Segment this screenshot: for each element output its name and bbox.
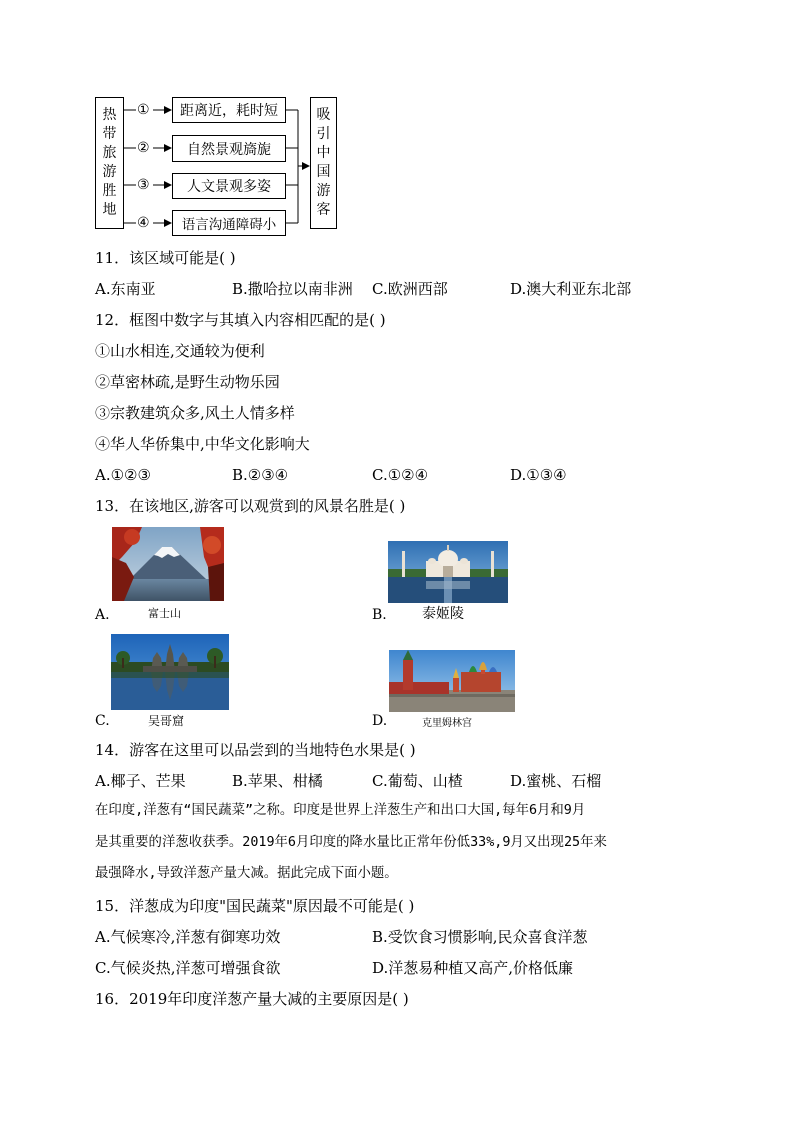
diagram-num-1: ①: [137, 102, 150, 118]
angkor-wat-image: [111, 634, 229, 710]
q13-option-d-caption: 克里姆林宫: [422, 718, 472, 729]
intro-line-1: 在印度,洋葱有“国民蔬菜”之称。印度是世界上洋葱生产和出口大国,每年6月和9月: [95, 803, 586, 818]
q11-option-c: C.欧洲西部: [372, 280, 448, 298]
right-box-char: 客: [316, 202, 331, 218]
q11-option-b: B.撒哈拉以南非洲: [232, 280, 353, 298]
diagram-item-text: 语言沟通障碍小: [181, 217, 277, 233]
q12-statement-2: ②草密林疏,是野生动物乐园: [95, 373, 280, 391]
right-box-char: 国: [316, 164, 331, 180]
left-box-char: 热: [102, 107, 117, 123]
diagram-item-text: 人文景观多姿: [187, 179, 271, 195]
diagram-item-4: [172, 210, 286, 236]
left-box-char: 胜: [102, 183, 117, 199]
q12-option-d: D.①③④: [510, 466, 567, 484]
left-box-char: 游: [102, 164, 117, 180]
q12-statement-3: ③宗教建筑众多,风土人情多样: [95, 404, 295, 422]
q14-option-d: D.蜜桃、石榴: [510, 772, 602, 790]
q15-stem: 15．洋葱成为印度"国民蔬菜"原因最不可能是( ): [95, 897, 415, 915]
left-box-char: 地: [102, 202, 117, 218]
diagram-num-4: ④: [137, 215, 150, 231]
q14-stem: 14．游客在这里可以品尝到的当地特色水果是( ): [95, 741, 416, 759]
q13-stem: 13．在该地区,游客可以观赏到的风景名胜是( ): [95, 497, 406, 515]
q14-option-c: C.葡萄、山楂: [372, 772, 463, 790]
q13-option-c-caption: 吴哥窟: [148, 714, 185, 728]
diagram-item-text: 自然景观旖旎: [187, 141, 271, 158]
q13-option-c-letter: C.: [95, 713, 110, 729]
q12-statement-4: ④华人华侨集中,中华文化影响大: [95, 435, 310, 453]
q13-option-d-letter: D.: [372, 713, 388, 729]
diagram-item-text: 距离近，耗时短: [180, 103, 278, 119]
q13-option-b-letter: B.: [372, 607, 387, 623]
diagram-num-3: ③: [137, 177, 150, 193]
diagram-right-box: [310, 97, 337, 229]
right-box-char: 吸: [316, 107, 331, 123]
diagram-item-2: [172, 135, 286, 162]
q15-option-c: C.气候炎热,洋葱可增强食欲: [95, 959, 281, 977]
q14-option-a: A.椰子、芒果: [95, 772, 186, 790]
q12-stem: 12．框图中数字与其填入内容相匹配的是( ): [95, 311, 386, 329]
left-box-char: 旅: [102, 145, 117, 161]
q13-option-a-caption: 富士山: [148, 607, 181, 620]
diagram-item-3: [172, 173, 286, 199]
kremlin-image: [389, 650, 515, 712]
diagram-item-1: [172, 97, 286, 123]
diagram-connectors: [0, 0, 794, 260]
q14-option-b: B.苹果、柑橘: [232, 772, 323, 790]
q11-stem: 11．该区域可能是( ): [95, 249, 236, 267]
q11-option-a: A.东南亚: [95, 280, 156, 298]
q11-option-d: D.澳大利亚东北部: [510, 280, 632, 298]
q13-option-a-letter: A.: [95, 607, 110, 623]
q12-option-b: B.②③④: [232, 466, 289, 484]
q15-option-a: A.气候寒冷,洋葱有御寒功效: [95, 928, 281, 946]
q12-statement-1: ①山水相连,交通较为便利: [95, 342, 265, 360]
q15-option-b: B.受饮食习惯影响,民众喜食洋葱: [372, 928, 588, 946]
mount-fuji-image: [112, 527, 224, 601]
right-box-char: 中: [316, 145, 331, 161]
q12-option-c: C.①②④: [372, 466, 429, 484]
q13-option-b-caption: 泰姬陵: [422, 606, 464, 622]
left-box-char: 带: [102, 126, 117, 142]
intro-line-2: 是其重要的洋葱收获季。2019年6月印度的降水量比正常年份低33%,9月又出现25年来: [95, 835, 607, 850]
right-box-char: 游: [316, 183, 331, 199]
q15-option-d: D.洋葱易种植又高产,价格低廉: [372, 959, 574, 977]
q16-stem: 16．2019年印度洋葱产量大减的主要原因是( ): [95, 990, 409, 1008]
taj-mahal-image: [388, 541, 508, 603]
diagram-num-2: ②: [137, 140, 150, 156]
right-box-char: 引: [316, 126, 331, 142]
intro-line-3: 最强降水,导致洋葱产量大减。据此完成下面小题。: [95, 866, 398, 881]
q12-option-a: A.①②③: [95, 466, 151, 484]
